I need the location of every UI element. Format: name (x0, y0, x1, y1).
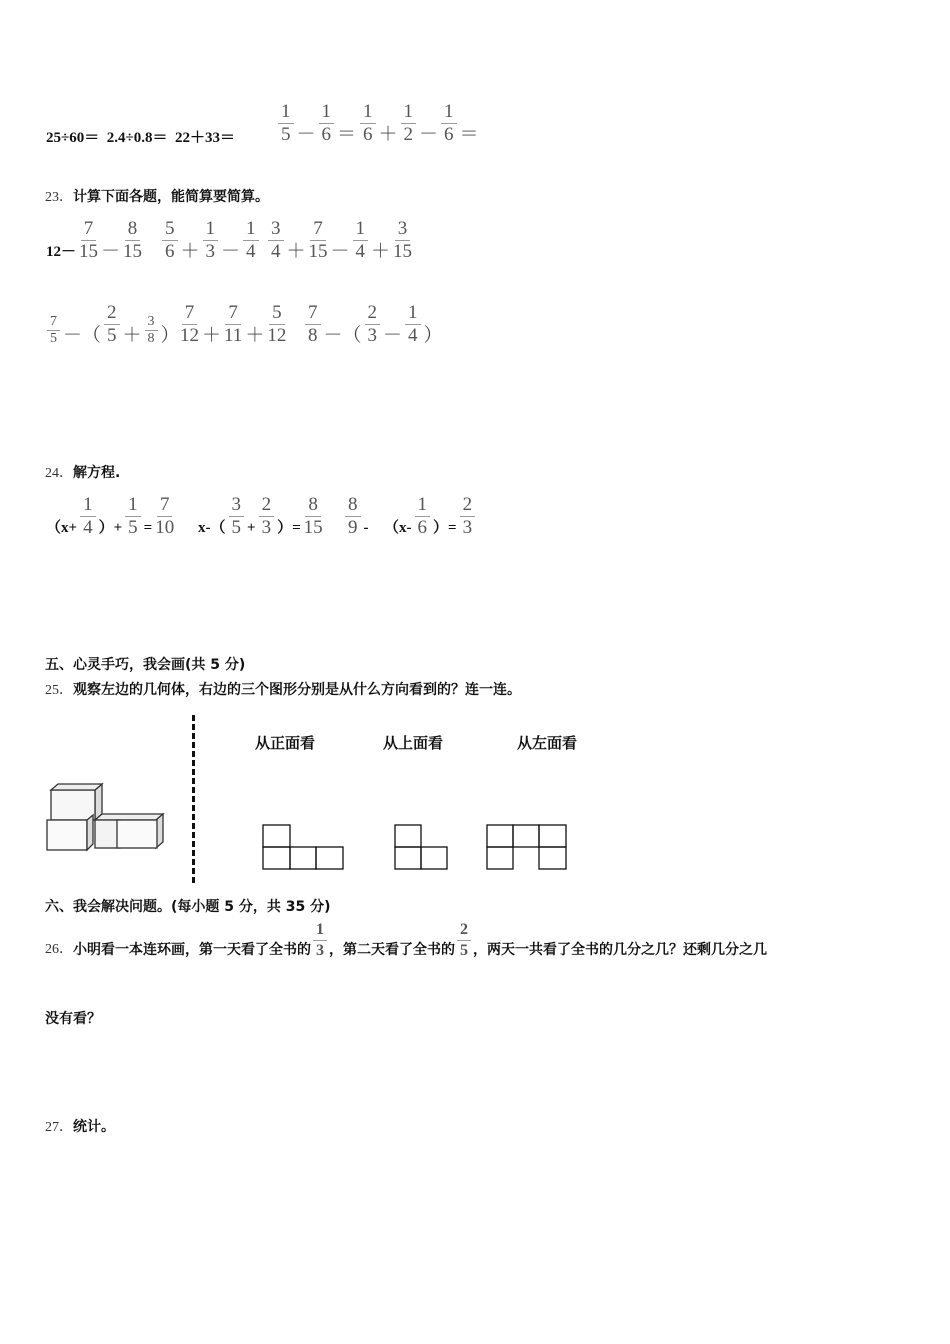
fraction (343, 494, 363, 539)
view-label-top: 从上面看 (383, 734, 444, 752)
fraction (77, 218, 100, 263)
denominator: 5 (281, 124, 291, 145)
operator-text: x-（ (198, 520, 226, 536)
question-23-heading (45, 186, 269, 206)
numerator: 1 (313, 920, 327, 941)
fraction (257, 494, 277, 539)
numerator: 7 (225, 302, 241, 325)
question-25-heading (45, 679, 521, 699)
question-text: 统计。 (73, 1119, 115, 1135)
equation (45, 494, 176, 539)
fraction (266, 218, 286, 263)
denominator: 5 (128, 517, 138, 538)
fraction (455, 920, 473, 961)
numerator: 7 (81, 218, 97, 241)
expression (178, 302, 288, 347)
denominator: 5 (460, 942, 468, 959)
expression (45, 218, 144, 263)
fraction (317, 101, 337, 146)
view-label-left: 从左面看 (517, 734, 578, 752)
question-27-heading (45, 1116, 115, 1136)
expression (303, 302, 444, 347)
operator-text: ＋ (122, 325, 142, 346)
operator-text: － (383, 325, 403, 346)
numerator: 8 (125, 218, 141, 241)
fraction (302, 494, 325, 539)
numerator: 1 (360, 101, 376, 124)
numerator: 7 (47, 314, 60, 331)
denominator: 3 (205, 241, 216, 262)
fraction (399, 101, 419, 146)
numerator: 1 (125, 494, 141, 517)
numerator: 2 (365, 302, 381, 325)
fraction (351, 218, 371, 263)
denominator: 15 (79, 241, 99, 262)
denominator: 4 (355, 241, 366, 262)
operator-text: ）+ (98, 520, 123, 536)
equation (343, 494, 370, 539)
numerator: 1 (415, 494, 431, 517)
numerator: 3 (229, 494, 245, 517)
denominator: 8 (147, 331, 155, 346)
denominator: 5 (50, 331, 57, 346)
view-shape-1 (262, 824, 346, 871)
numerator: 1 (203, 218, 219, 241)
fraction (413, 494, 433, 539)
operator-text: - (363, 520, 369, 536)
fraction (201, 218, 221, 263)
operator-text: 25÷60＝ 2.4÷0.8＝ 22＋33＝ (46, 130, 235, 146)
fraction (358, 101, 378, 146)
denominator: 6 (165, 241, 175, 262)
operator-text: －（ (323, 325, 362, 346)
fraction (143, 314, 160, 347)
numerator: 7 (305, 302, 321, 325)
denominator: 12 (267, 325, 287, 346)
numerator: 8 (305, 494, 321, 517)
operator-text: ＋ (286, 241, 306, 262)
view-label-front: 从正面看 (255, 734, 316, 752)
numerator: 1 (353, 218, 369, 241)
expression (358, 101, 480, 146)
numerator: 5 (162, 218, 178, 241)
cube-solid-figure (45, 780, 170, 855)
divider-line (192, 715, 195, 883)
fraction (403, 302, 423, 347)
fraction (458, 494, 478, 539)
section-5-heading: 五、心灵手巧，我会画(共 5 分) (45, 657, 246, 673)
numerator: 3 (268, 218, 284, 241)
operator-text: － (296, 124, 316, 145)
denominator: 3 (367, 325, 378, 346)
denominator: 5 (107, 325, 117, 346)
denominator: 4 (246, 241, 256, 262)
operator-text: ＋ (180, 241, 200, 262)
numerator: 1 (405, 302, 421, 325)
operator-text: ＝ (337, 124, 357, 145)
denominator: 9 (348, 517, 358, 538)
fraction (160, 218, 180, 263)
fraction (241, 218, 261, 263)
question-text: 小明看一本连环画，第一天看了全书的 (73, 942, 311, 958)
numerator: 2 (104, 302, 120, 325)
question-26-continued: 没有看？ (45, 1011, 101, 1027)
numerator: 1 (401, 101, 417, 124)
denominator: 8 (308, 325, 318, 346)
operator-text: ） (423, 325, 443, 346)
view-shape-2 (394, 824, 450, 871)
denominator: 3 (261, 517, 272, 538)
numerator: 7 (182, 302, 198, 325)
operator-text: ）= (433, 520, 457, 536)
fraction (276, 101, 296, 146)
operator-text: 12－ (46, 244, 77, 260)
numerator: 1 (441, 101, 457, 124)
expression (45, 302, 181, 347)
numerator: 8 (345, 494, 361, 517)
fraction (363, 302, 383, 347)
fraction (311, 920, 329, 961)
expression (45, 101, 236, 149)
operator-text: ）= (277, 520, 301, 536)
view-shape-3 (486, 824, 570, 871)
question-text: ，两天一共看了全书的几分之几？还剩几分之几 (473, 942, 767, 958)
denominator: 6 (444, 124, 454, 145)
expression (276, 101, 357, 146)
question-number: 27． (45, 1120, 73, 1135)
fraction (222, 302, 244, 347)
denominator: 6 (363, 124, 373, 145)
numerator: 7 (157, 494, 173, 517)
denominator: 4 (83, 517, 93, 538)
denominator: 4 (271, 241, 281, 262)
denominator: 2 (403, 124, 414, 145)
operator-text: ＋ (378, 124, 398, 145)
operator-text: （x+ (46, 520, 78, 536)
numerator: 1 (319, 101, 335, 124)
operator-text: = (143, 520, 153, 536)
operator-text: ） (160, 325, 180, 346)
section-6-heading: 六、我会解决问题。(每小题 5 分，共 35 分) (45, 899, 331, 915)
operator-text: （x- (384, 520, 412, 536)
operator-text: ＋ (371, 241, 391, 262)
fraction (78, 494, 98, 539)
numerator: 3 (145, 314, 158, 331)
numerator: 1 (80, 494, 96, 517)
fraction (123, 494, 143, 539)
denominator: 3 (316, 942, 324, 959)
numerator: 1 (243, 218, 259, 241)
numerator: 5 (269, 302, 285, 325)
numerator: 1 (278, 101, 294, 124)
denominator: 10 (155, 517, 175, 538)
operator-text: + (247, 520, 256, 536)
question-number: 24． (45, 466, 73, 481)
equation (383, 494, 477, 539)
operator-text: － (330, 241, 350, 262)
equation (197, 494, 325, 539)
operator-text: － (221, 241, 241, 262)
denominator: 6 (321, 124, 332, 145)
fraction (307, 218, 330, 263)
operator-text: － (101, 241, 121, 262)
denominator: 4 (408, 325, 418, 346)
numerator: 3 (395, 218, 411, 241)
question-text: ，第二天看了全书的 (329, 942, 455, 958)
fraction (178, 302, 201, 347)
numerator: 7 (310, 218, 326, 241)
denominator: 15 (123, 241, 143, 262)
numerator: 2 (460, 494, 476, 517)
question-text: 计算下面各题，能简算要简算。 (73, 189, 269, 205)
fraction (45, 314, 62, 347)
fraction (439, 101, 459, 146)
expression (160, 218, 261, 263)
denominator: 11 (224, 325, 243, 346)
fraction (265, 302, 288, 347)
denominator: 3 (462, 517, 473, 538)
question-number: 23． (45, 190, 73, 205)
denominator: 15 (303, 517, 323, 538)
fraction (153, 494, 176, 539)
operator-text: － (419, 124, 439, 145)
question-24-heading (45, 462, 120, 482)
fraction (227, 494, 247, 539)
question-text: 观察左边的几何体，右边的三个图形分别是从什么方向看到的？连一连。 (73, 682, 521, 698)
denominator: 15 (308, 241, 328, 262)
fraction (102, 302, 122, 347)
denominator: 15 (393, 241, 413, 262)
operator-text: ＝ (459, 124, 479, 145)
fraction (391, 218, 414, 263)
denominator: 6 (417, 517, 427, 538)
question-text: 解方程. (73, 465, 121, 481)
fraction (121, 218, 144, 263)
denominator: 12 (180, 325, 199, 346)
question-26 (45, 920, 767, 961)
fraction (303, 302, 323, 347)
question-number: 26． (45, 942, 73, 957)
operator-text: －（ (63, 325, 102, 346)
numerator: 2 (259, 494, 275, 517)
expression (266, 218, 414, 263)
numerator: 2 (457, 920, 471, 941)
operator-text: ＋ (245, 325, 265, 346)
denominator: 5 (231, 517, 241, 538)
operator-text: ＋ (202, 325, 222, 346)
question-number: 25． (45, 683, 73, 698)
